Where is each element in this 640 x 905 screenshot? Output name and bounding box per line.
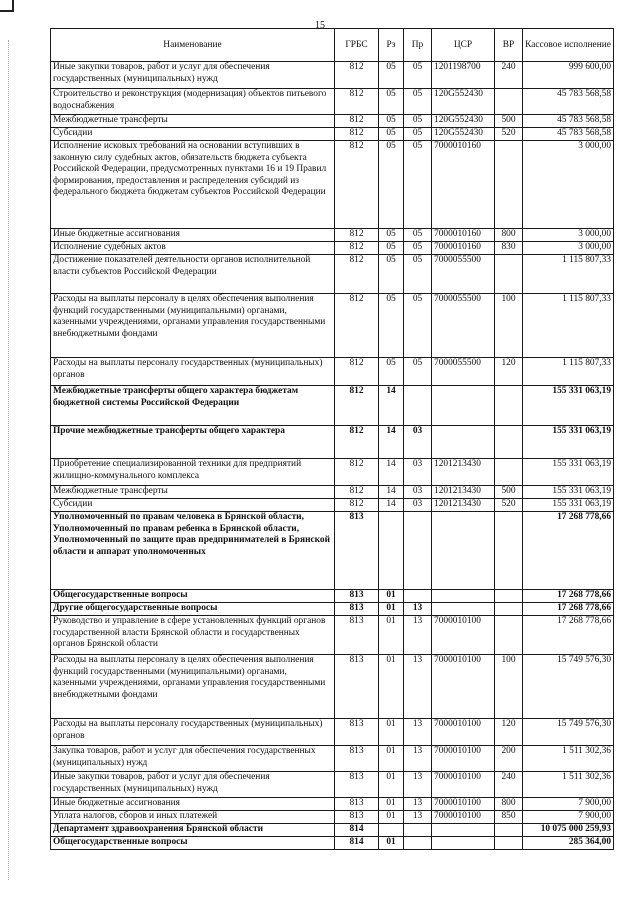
table-row	[51, 837, 614, 850]
cell-csr: 1201198700	[432, 62, 495, 89]
cell-exec: 10 075 000 259,93	[523, 824, 614, 837]
cell-rz	[379, 512, 404, 590]
cell-name: Закупка товаров, работ и услуг для обеспечения государственных (муниципальных) нужд	[51, 746, 335, 772]
cell-name: Достижение показателей деятельности органов исполнительной власти субъектов Российской Федерации	[51, 255, 335, 294]
cell-grbs: 814	[335, 837, 379, 850]
cell-exec: 45 783 568,58	[523, 115, 614, 128]
cell-name: Расходы на выплаты персоналу государственных (муниципальных) органов	[51, 719, 335, 746]
cell-name: Уполномоченный по правам человека в Брянской области, Уполномоченный по правам ребенка в Брянской области, Уполномоченный по защите прав предпринимателей в Брянской области и аппарат уполномоченных	[51, 512, 335, 590]
cell-vr	[495, 255, 523, 294]
cell-csr	[432, 512, 495, 590]
cell-rz: 05	[379, 89, 404, 115]
table-row	[51, 798, 614, 811]
cell-grbs: 812	[335, 426, 379, 459]
cell-rz: 01	[379, 603, 404, 616]
cell-pr: 05	[404, 358, 432, 386]
budget-execution-table	[50, 28, 614, 850]
table-row	[51, 128, 614, 141]
cell-name: Субсидии	[51, 499, 335, 512]
cell-pr: 13	[404, 746, 432, 772]
cell-rz: 14	[379, 459, 404, 486]
cell-rz: 05	[379, 358, 404, 386]
cell-rz: 05	[379, 115, 404, 128]
cell-rz: 01	[379, 798, 404, 811]
cell-name: Строительство и реконструкция (модернизация) объектов питьевого водоснабжения	[51, 89, 335, 115]
cell-pr: 05	[404, 242, 432, 255]
cell-csr: 1201213430	[432, 459, 495, 486]
cell-vr	[495, 837, 523, 850]
table-row	[51, 746, 614, 772]
cell-rz: 05	[379, 62, 404, 89]
cell-grbs: 813	[335, 603, 379, 616]
cell-rz: 14	[379, 486, 404, 499]
cell-name: Иные бюджетные ассигнования	[51, 229, 335, 242]
cell-exec: 155 331 063,19	[523, 459, 614, 486]
cell-name: Приобретение специализированной техники для предприятий жилищно-коммунального комплекса	[51, 459, 335, 486]
cell-name: Расходы на выплаты персоналу государственных (муниципальных) органов	[51, 358, 335, 386]
scan-edge-mark	[0, 0, 14, 12]
cell-grbs: 812	[335, 115, 379, 128]
cell-vr	[495, 824, 523, 837]
table-row	[51, 719, 614, 746]
cell-csr: 7000055500	[432, 358, 495, 386]
cell-exec: 155 331 063,19	[523, 486, 614, 499]
cell-name: Исполнение исковых требований на основании вступивших в законную силу судебных актов, обязательств бюджета субъекта Российской Федерации, предусмотренных пунктами 16 и 19 Правил формирования, предоставления и распределения субсидий из федерального бюджета бюджетам субъектов Российской Федерации	[51, 141, 335, 229]
cell-pr: 03	[404, 459, 432, 486]
table-row	[51, 242, 614, 255]
cell-grbs: 812	[335, 486, 379, 499]
cell-name: Общегосударственные вопросы	[51, 590, 335, 603]
cell-csr: 7000010100	[432, 811, 495, 824]
cell-exec: 3 000,00	[523, 141, 614, 229]
table-row	[51, 512, 614, 590]
cell-csr	[432, 837, 495, 850]
col-header-exec: Кассовое исполнение	[523, 29, 614, 62]
cell-csr: 7000010100	[432, 719, 495, 746]
cell-csr: 7000010160	[432, 141, 495, 229]
cell-csr: 7000055500	[432, 255, 495, 294]
cell-grbs: 813	[335, 616, 379, 655]
cell-rz: 05	[379, 229, 404, 242]
cell-vr	[495, 603, 523, 616]
col-header-grbs: ГРБС	[335, 29, 379, 62]
cell-vr: 800	[495, 798, 523, 811]
cell-rz: 01	[379, 746, 404, 772]
cell-pr: 05	[404, 141, 432, 229]
cell-csr: 1201213430	[432, 499, 495, 512]
cell-pr: 03	[404, 499, 432, 512]
cell-exec: 1 511 302,36	[523, 746, 614, 772]
table-row	[51, 811, 614, 824]
cell-exec: 1 115 807,33	[523, 294, 614, 358]
table-row	[51, 229, 614, 242]
cell-vr: 120	[495, 358, 523, 386]
cell-vr	[495, 512, 523, 590]
cell-name: Иные закупки товаров, работ и услуг для обеспечения государственных (муниципальных) нужд	[51, 772, 335, 798]
col-header-rz: Рз	[379, 29, 404, 62]
cell-name: Уплата налогов, сборов и иных платежей	[51, 811, 335, 824]
cell-vr	[495, 590, 523, 603]
cell-vr: 100	[495, 655, 523, 719]
cell-csr: 120G552430	[432, 115, 495, 128]
cell-grbs: 813	[335, 772, 379, 798]
cell-vr: 500	[495, 486, 523, 499]
cell-pr: 05	[404, 294, 432, 358]
cell-rz: 05	[379, 242, 404, 255]
cell-csr	[432, 824, 495, 837]
cell-csr: 7000010100	[432, 798, 495, 811]
cell-pr: 05	[404, 115, 432, 128]
cell-exec: 15 749 576,30	[523, 719, 614, 746]
cell-grbs: 812	[335, 242, 379, 255]
cell-pr	[404, 837, 432, 850]
cell-grbs: 813	[335, 719, 379, 746]
cell-pr: 13	[404, 798, 432, 811]
cell-csr	[432, 426, 495, 459]
cell-rz: 01	[379, 719, 404, 746]
cell-vr: 830	[495, 242, 523, 255]
cell-grbs: 812	[335, 255, 379, 294]
table-row	[51, 255, 614, 294]
table-header-row	[51, 29, 614, 62]
cell-exec: 17 268 778,66	[523, 590, 614, 603]
cell-rz: 05	[379, 128, 404, 141]
cell-vr	[495, 616, 523, 655]
cell-grbs: 812	[335, 499, 379, 512]
cell-rz: 01	[379, 837, 404, 850]
cell-grbs: 812	[335, 459, 379, 486]
cell-exec: 7 900,00	[523, 798, 614, 811]
cell-rz: 01	[379, 811, 404, 824]
cell-pr: 05	[404, 89, 432, 115]
col-header-csr: ЦСР	[432, 29, 495, 62]
cell-grbs: 814	[335, 824, 379, 837]
cell-vr: 850	[495, 811, 523, 824]
cell-name: Прочие межбюджетные трансферты общего характера	[51, 426, 335, 459]
cell-pr: 13	[404, 655, 432, 719]
cell-name: Межбюджетные трансферты	[51, 115, 335, 128]
cell-grbs: 812	[335, 294, 379, 358]
cell-csr: 1201213430	[432, 486, 495, 499]
cell-exec: 285 364,00	[523, 837, 614, 850]
cell-csr: 7000010100	[432, 746, 495, 772]
cell-rz: 14	[379, 386, 404, 426]
cell-pr: 13	[404, 603, 432, 616]
cell-exec: 17 268 778,66	[523, 603, 614, 616]
cell-grbs: 813	[335, 811, 379, 824]
cell-pr: 03	[404, 426, 432, 459]
table-row	[51, 386, 614, 426]
cell-grbs: 812	[335, 89, 379, 115]
cell-pr: 05	[404, 62, 432, 89]
cell-exec: 155 331 063,19	[523, 499, 614, 512]
cell-pr: 05	[404, 128, 432, 141]
cell-vr	[495, 141, 523, 229]
cell-csr	[432, 386, 495, 426]
page-number: 15	[315, 20, 325, 31]
cell-pr: 05	[404, 229, 432, 242]
cell-exec: 17 268 778,66	[523, 512, 614, 590]
cell-csr	[432, 603, 495, 616]
cell-name: Общегосударственные вопросы	[51, 837, 335, 850]
table-row	[51, 499, 614, 512]
cell-name: Департамент здравоохранения Брянской области	[51, 824, 335, 837]
table-row	[51, 459, 614, 486]
cell-rz: 01	[379, 616, 404, 655]
cell-name: Иные закупки товаров, работ и услуг для обеспечения государственных (муниципальных) нужд	[51, 62, 335, 89]
cell-pr	[404, 386, 432, 426]
cell-vr: 100	[495, 294, 523, 358]
cell-name: Руководство и управление в сфере установленных функций органов государственной власти Брянской области и государственных органов Брянской области	[51, 616, 335, 655]
table-row	[51, 603, 614, 616]
cell-csr: 120G552430	[432, 89, 495, 115]
cell-rz: 01	[379, 772, 404, 798]
cell-csr: 7000010100	[432, 616, 495, 655]
cell-vr: 120	[495, 719, 523, 746]
table-row	[51, 89, 614, 115]
cell-grbs: 812	[335, 128, 379, 141]
cell-csr: 7000010100	[432, 655, 495, 719]
cell-rz: 05	[379, 141, 404, 229]
cell-csr	[432, 590, 495, 603]
cell-rz: 05	[379, 255, 404, 294]
cell-vr: 800	[495, 229, 523, 242]
cell-pr	[404, 512, 432, 590]
cell-grbs: 812	[335, 229, 379, 242]
cell-exec: 1 115 807,33	[523, 358, 614, 386]
cell-csr: 7000010100	[432, 772, 495, 798]
col-header-pr: Пр	[404, 29, 432, 62]
cell-pr: 03	[404, 486, 432, 499]
cell-pr: 13	[404, 811, 432, 824]
cell-name: Исполнение судебных актов	[51, 242, 335, 255]
cell-grbs: 813	[335, 798, 379, 811]
table-row	[51, 590, 614, 603]
cell-pr: 13	[404, 772, 432, 798]
cell-rz: 14	[379, 426, 404, 459]
cell-grbs: 813	[335, 512, 379, 590]
cell-grbs: 813	[335, 590, 379, 603]
cell-vr: 240	[495, 772, 523, 798]
cell-grbs: 813	[335, 655, 379, 719]
cell-vr: 520	[495, 128, 523, 141]
cell-name: Расходы на выплаты персоналу в целях обеспечения выполнения функций государственными (муниципальными) органами, казенными учреждениями, органами управления государственными внебюджетными фондами	[51, 655, 335, 719]
cell-name: Иные бюджетные ассигнования	[51, 798, 335, 811]
cell-vr: 500	[495, 115, 523, 128]
cell-pr: 13	[404, 616, 432, 655]
cell-vr: 240	[495, 62, 523, 89]
cell-exec: 155 331 063,19	[523, 426, 614, 459]
table-row	[51, 358, 614, 386]
cell-rz: 01	[379, 655, 404, 719]
table-row	[51, 294, 614, 358]
table-row	[51, 655, 614, 719]
cell-exec: 155 331 063,19	[523, 386, 614, 426]
col-header-vr: ВР	[495, 29, 523, 62]
cell-rz: 05	[379, 294, 404, 358]
cell-pr	[404, 590, 432, 603]
cell-name: Межбюджетные трансферты общего характера бюджетам бюджетной системы Российской Федерации	[51, 386, 335, 426]
cell-exec: 3 000,00	[523, 242, 614, 255]
cell-grbs: 812	[335, 358, 379, 386]
cell-pr: 13	[404, 719, 432, 746]
cell-exec: 1 115 807,33	[523, 255, 614, 294]
cell-vr: 200	[495, 746, 523, 772]
col-header-name: Наименование	[51, 29, 335, 62]
cell-vr	[495, 386, 523, 426]
cell-exec: 45 783 568,58	[523, 89, 614, 115]
cell-vr	[495, 426, 523, 459]
cell-grbs: 812	[335, 386, 379, 426]
table-row	[51, 141, 614, 229]
table-row	[51, 486, 614, 499]
cell-exec: 7 900,00	[523, 811, 614, 824]
cell-exec: 999 600,00	[523, 62, 614, 89]
cell-csr: 7000010160	[432, 229, 495, 242]
cell-csr: 7000055500	[432, 294, 495, 358]
cell-grbs: 813	[335, 746, 379, 772]
cell-vr	[495, 89, 523, 115]
cell-csr: 7000010160	[432, 242, 495, 255]
cell-name: Другие общегосударственные вопросы	[51, 603, 335, 616]
cell-csr: 120G552430	[432, 128, 495, 141]
table-row	[51, 115, 614, 128]
cell-rz: 14	[379, 499, 404, 512]
cell-rz	[379, 824, 404, 837]
scan-edge-dots	[8, 40, 10, 880]
cell-grbs: 812	[335, 62, 379, 89]
cell-pr	[404, 824, 432, 837]
cell-name: Межбюджетные трансферты	[51, 486, 335, 499]
table-row	[51, 426, 614, 459]
cell-exec: 45 783 568,58	[523, 128, 614, 141]
cell-exec: 1 511 302,36	[523, 772, 614, 798]
table-row	[51, 616, 614, 655]
cell-name: Субсидии	[51, 128, 335, 141]
cell-grbs: 812	[335, 141, 379, 229]
cell-vr	[495, 459, 523, 486]
cell-exec: 17 268 778,66	[523, 616, 614, 655]
cell-vr: 520	[495, 499, 523, 512]
cell-rz: 01	[379, 590, 404, 603]
cell-name: Расходы на выплаты персоналу в целях обеспечения выполнения функций государственными (муниципальными) органами, казенными учреждениями, органами управления государственными внебюджетными фондами	[51, 294, 335, 358]
cell-exec: 3 000,00	[523, 229, 614, 242]
table-row	[51, 772, 614, 798]
cell-exec: 15 749 576,30	[523, 655, 614, 719]
cell-pr: 05	[404, 255, 432, 294]
table-row	[51, 62, 614, 89]
table-row	[51, 824, 614, 837]
